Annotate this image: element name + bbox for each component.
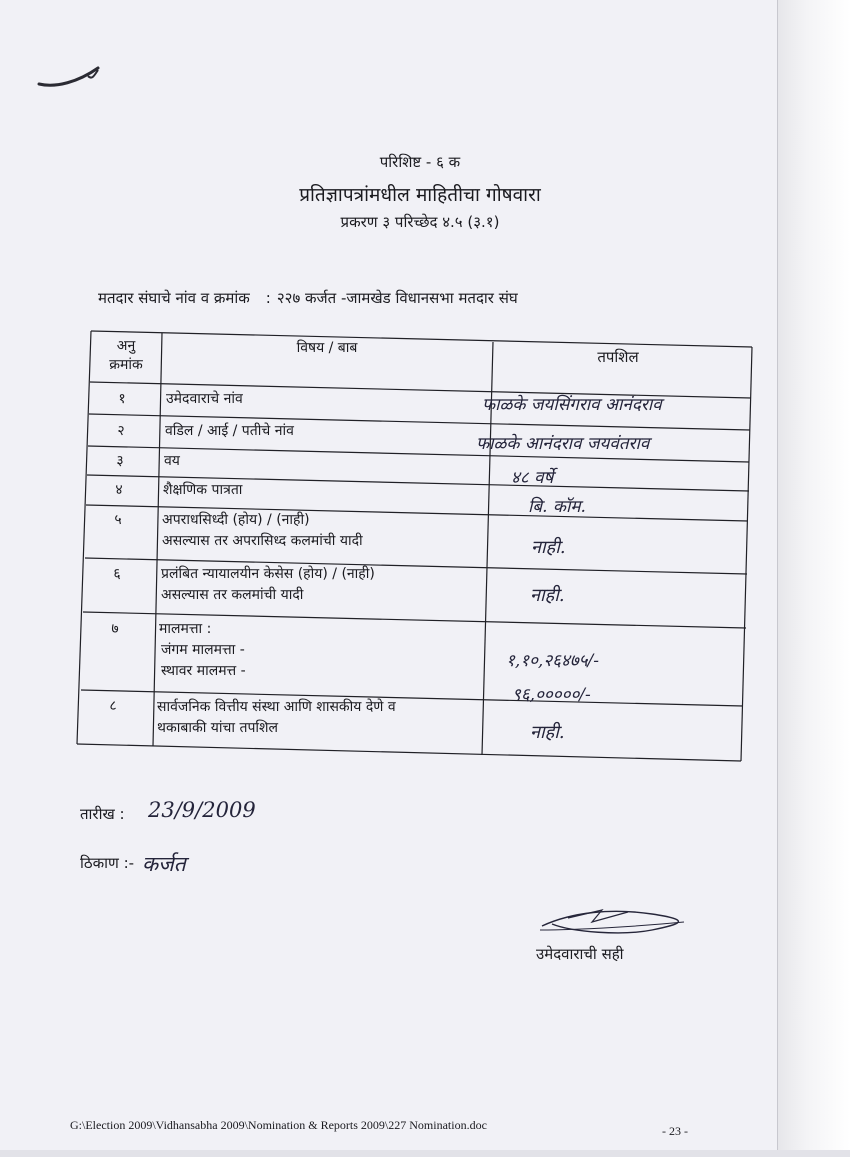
row-2-serial: २ xyxy=(117,423,125,439)
row-3-subject: वय xyxy=(164,453,180,469)
col-header-serial: अनु क्रमांक xyxy=(109,338,143,373)
row-8-subject: सार्वजनिक वित्तीय संस्था आणि शासकीय देणे व थकाबाकी यांचा तपशिल xyxy=(157,699,396,736)
row-7-immovable-value: ९६,०००००/- xyxy=(512,685,591,705)
row-4-serial: ४ xyxy=(115,482,123,498)
file-path: G:\Election 2009\Vidhansabha 2009\Nomination & Reports 2009\227 Nomination.doc xyxy=(70,1118,487,1132)
col-header-subject: विषय / बाब xyxy=(296,340,358,356)
scan-edge-bottom xyxy=(0,1150,850,1157)
row-1-subject: उमेदवाराचे नांव xyxy=(166,391,243,407)
constituency-line: मतदार संघाचे नांव व क्रमांक : २२७ कर्जत -जामखेड विधानसभा मतदार संघ xyxy=(98,289,518,307)
row-7-subject: मालमत्ता : जंगम मालमत्ता - स्थावर मालमत्त - xyxy=(159,621,246,679)
row-3-details: ४८ वर्षे xyxy=(511,468,554,488)
row-8-serial: ८ xyxy=(109,698,117,714)
page-number: - 23 - xyxy=(662,1124,688,1138)
row-5-details: नाही. xyxy=(531,537,566,558)
row-7-serial: ७ xyxy=(111,621,119,637)
appendix-label: परिशिष्ट - ६ क xyxy=(379,153,461,171)
place-value: कर्जत xyxy=(142,852,186,876)
row-5-serial: ५ xyxy=(114,512,122,528)
signature-caption: उमेदवाराची सही xyxy=(536,945,624,963)
date-value: 23/9/2009 xyxy=(148,798,256,822)
row-2-subject: वडिल / आई / पतीचे नांव xyxy=(165,423,294,439)
document-title: प्रतिज्ञापत्रांमधील माहितीचा गोषवारा xyxy=(299,184,541,206)
row-7-movable-value: १,१०,२६४७५/- xyxy=(506,651,599,671)
row-6-details: नाही. xyxy=(530,585,565,606)
row-1-serial: १ xyxy=(118,391,126,407)
place-label: ठिकाण :- xyxy=(80,854,135,872)
row-2-details: फाळके आनंदराव जयवंतराव xyxy=(476,434,650,454)
constituency-value: २२७ कर्जत -जामखेड विधानसभा मतदार संघ xyxy=(276,289,518,307)
row-1-details: फाळके जयसिंगराव आनंदराव xyxy=(482,395,662,415)
row-3-serial: ३ xyxy=(116,453,124,469)
date-label: तारीख : xyxy=(80,805,125,823)
row-5-subject: अपराधसिध्दी (होय) / (नाही) असल्यास तर अपरासिध्द कलमांची यादी xyxy=(162,512,363,549)
row-6-serial: ६ xyxy=(113,566,121,582)
col-header-details: तपशिल xyxy=(597,348,639,366)
candidate-signature xyxy=(532,900,692,942)
constituency-label: मतदार संघाचे नांव व क्रमांक xyxy=(98,289,250,307)
chapter-reference: प्रकरण ३ परिच्छेद ४.५ (३.१) xyxy=(340,213,500,231)
row-8-details: नाही. xyxy=(530,722,565,743)
row-4-subject: शैक्षणिक पात्रता xyxy=(163,482,243,498)
row-4-details: बि. कॉम. xyxy=(528,497,586,517)
row-6-subject: प्रलंबित न्यायालयीन केसेस (होय) / (नाही) असल्यास तर कलमांची यादी xyxy=(161,566,375,603)
